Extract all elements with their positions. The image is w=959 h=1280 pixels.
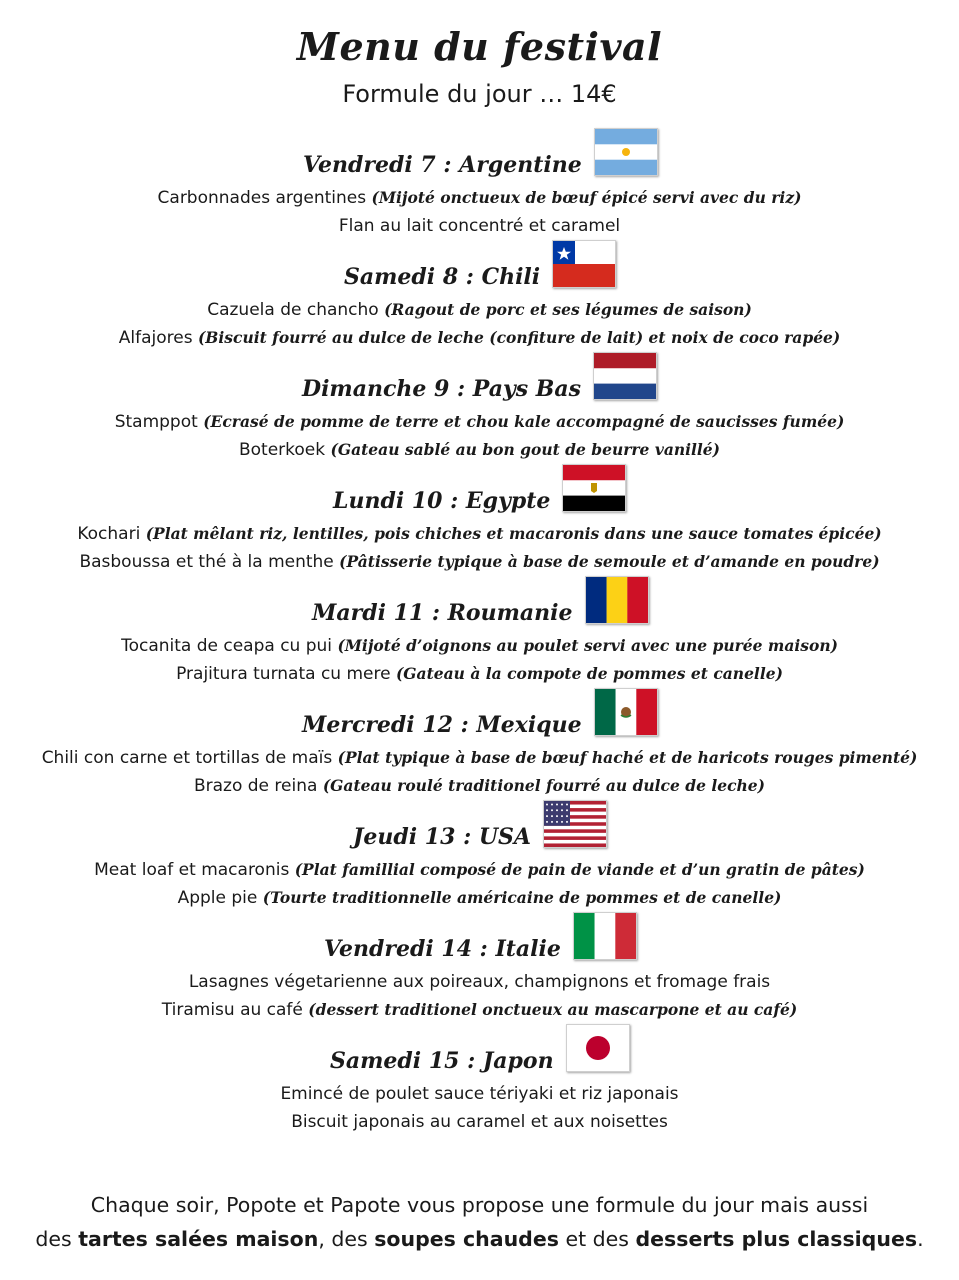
dish-description: (Ecrasé de pomme de terre et chou kale accompagné de saucisses fumée)	[203, 412, 845, 431]
menu-day	[0, 240, 959, 352]
dish-description: (Mijoté onctueux de bœuf épicé servi avec du riz)	[371, 188, 802, 207]
dish-description: (Ragout de porc et ses légumes de saison)	[384, 300, 752, 319]
day-title: Dimanche 9 : Pays Bas	[302, 376, 582, 402]
dish-line	[0, 884, 959, 912]
dish-line	[0, 1108, 959, 1136]
menu-day	[0, 352, 959, 464]
japan-flag	[566, 1024, 630, 1072]
day-header	[0, 128, 959, 184]
dish-line	[0, 856, 959, 884]
dish-name: Basboussa et thé à la menthe	[79, 552, 340, 572]
dish-line	[0, 1080, 959, 1108]
dish-line	[0, 548, 959, 576]
dish-line	[0, 968, 959, 996]
italy-flag	[573, 912, 637, 960]
dish-name: Carbonnades argentines	[157, 188, 372, 208]
menu-day	[0, 128, 959, 240]
footer-highlight-tartes: tartes salées maison	[78, 1227, 319, 1251]
footer-text: des	[35, 1227, 79, 1251]
dish-description: (Plat typique à base de bœuf haché et de haricots rouges pimenté)	[337, 748, 918, 767]
footer-highlight-soupes: soupes chaudes	[374, 1227, 559, 1251]
dish-name: Alfajores	[118, 328, 198, 348]
footer-line-1: Chaque soir, Popote et Papote vous propose une formule du jour mais aussi	[90, 1193, 869, 1217]
footer-text: et des	[558, 1227, 636, 1251]
dish-name: Cazuela de chancho	[207, 300, 385, 320]
footer	[0, 1188, 959, 1256]
dish-description: (dessert traditionel onctueux au mascarpone et au café)	[308, 1000, 798, 1019]
dish-name: Meat loaf et macaronis	[94, 860, 295, 880]
day-title: Lundi 10 : Egypte	[333, 488, 551, 514]
dish-description: (Mijoté d’oignons au poulet servi avec une purée maison)	[337, 636, 838, 655]
chile-flag	[552, 240, 616, 288]
menu-day	[0, 800, 959, 912]
dish-line	[0, 996, 959, 1024]
dish-name: Boterkoek	[238, 440, 331, 460]
usa-flag	[543, 800, 607, 848]
dish-line	[0, 744, 959, 772]
dish-line	[0, 324, 959, 352]
dish-line	[0, 212, 959, 240]
dish-name: Biscuit japonais au caramel et aux noisettes	[291, 1112, 668, 1132]
egypt-flag	[562, 464, 626, 512]
mexico-flag	[594, 688, 658, 736]
dish-line	[0, 436, 959, 464]
day-header	[0, 352, 959, 408]
day-title: Samedi 15 : Japon	[330, 1048, 554, 1074]
day-header	[0, 240, 959, 296]
day-header	[0, 688, 959, 744]
netherlands-flag	[593, 352, 657, 400]
menu-day	[0, 912, 959, 1024]
day-title: Jeudi 13 : USA	[353, 824, 531, 850]
romania-flag	[585, 576, 649, 624]
dish-name: Brazo de reina	[193, 776, 323, 796]
dish-name: Emincé de poulet sauce tériyaki et riz japonais	[280, 1084, 679, 1104]
dish-description: (Biscuit fourré au dulce de leche (confiture de lait) et noix de coco rapée)	[197, 328, 841, 347]
dish-line	[0, 408, 959, 436]
day-title: Mercredi 12 : Mexique	[302, 712, 582, 738]
dish-name: Tiramisu au café	[161, 1000, 309, 1020]
argentina-flag	[594, 128, 658, 176]
dish-description: (Pâtisserie typique à base de semoule et d’amande en poudre)	[339, 552, 880, 571]
day-title: Vendredi 7 : Argentine	[303, 152, 582, 178]
day-header	[0, 464, 959, 520]
dish-line	[0, 296, 959, 324]
day-header	[0, 1024, 959, 1080]
menu-day	[0, 1024, 959, 1136]
dish-name: Flan au lait concentré et caramel	[338, 216, 621, 236]
menu-subtitle: Formule du jour … 14€	[342, 80, 617, 108]
dish-line	[0, 520, 959, 548]
dish-description: (Gateau roulé traditionel fourré au dulce de leche)	[322, 776, 766, 795]
dish-name: Apple pie	[177, 888, 263, 908]
menu-title: Menu du festival	[296, 24, 663, 69]
footer-text: .	[917, 1227, 924, 1251]
day-title: Samedi 8 : Chili	[344, 264, 541, 290]
footer-line-2	[0, 1222, 959, 1256]
dish-description: (Gateau sablé au bon gout de beurre vanillé)	[330, 440, 720, 459]
menu-day	[0, 464, 959, 576]
day-header	[0, 912, 959, 968]
dish-description: (Gateau à la compote de pommes et canelle)	[395, 664, 783, 683]
dish-line	[0, 772, 959, 800]
dish-line	[0, 660, 959, 688]
dish-description: (Plat mêlant riz, lentilles, pois chiches et macaronis dans une sauce tomates épicée)	[145, 524, 882, 543]
dish-name: Tocanita de ceapa cu pui	[121, 636, 338, 656]
dish-name: Prajitura turnata cu mere	[176, 664, 396, 684]
menu-day	[0, 688, 959, 800]
day-title: Vendredi 14 : Italie	[324, 936, 561, 962]
dish-description: (Tourte traditionnelle américaine de pommes et de canelle)	[262, 888, 782, 907]
day-header	[0, 800, 959, 856]
dish-line	[0, 632, 959, 660]
dish-name: Chili con carne et tortillas de maïs	[41, 748, 338, 768]
day-header	[0, 576, 959, 632]
footer-highlight-desserts: desserts plus classiques	[635, 1227, 918, 1251]
day-title: Mardi 11 : Roumanie	[312, 600, 573, 626]
menu-day	[0, 576, 959, 688]
dish-line	[0, 184, 959, 212]
dish-name: Lasagnes végetarienne aux poireaux, champignons et fromage frais	[188, 972, 771, 992]
dish-name: Kochari	[77, 524, 146, 544]
footer-text: , des	[318, 1227, 375, 1251]
dish-description: (Plat famillial composé de pain de viande et d’un gratin de pâtes)	[294, 860, 865, 879]
dish-name: Stamppot	[114, 412, 204, 432]
